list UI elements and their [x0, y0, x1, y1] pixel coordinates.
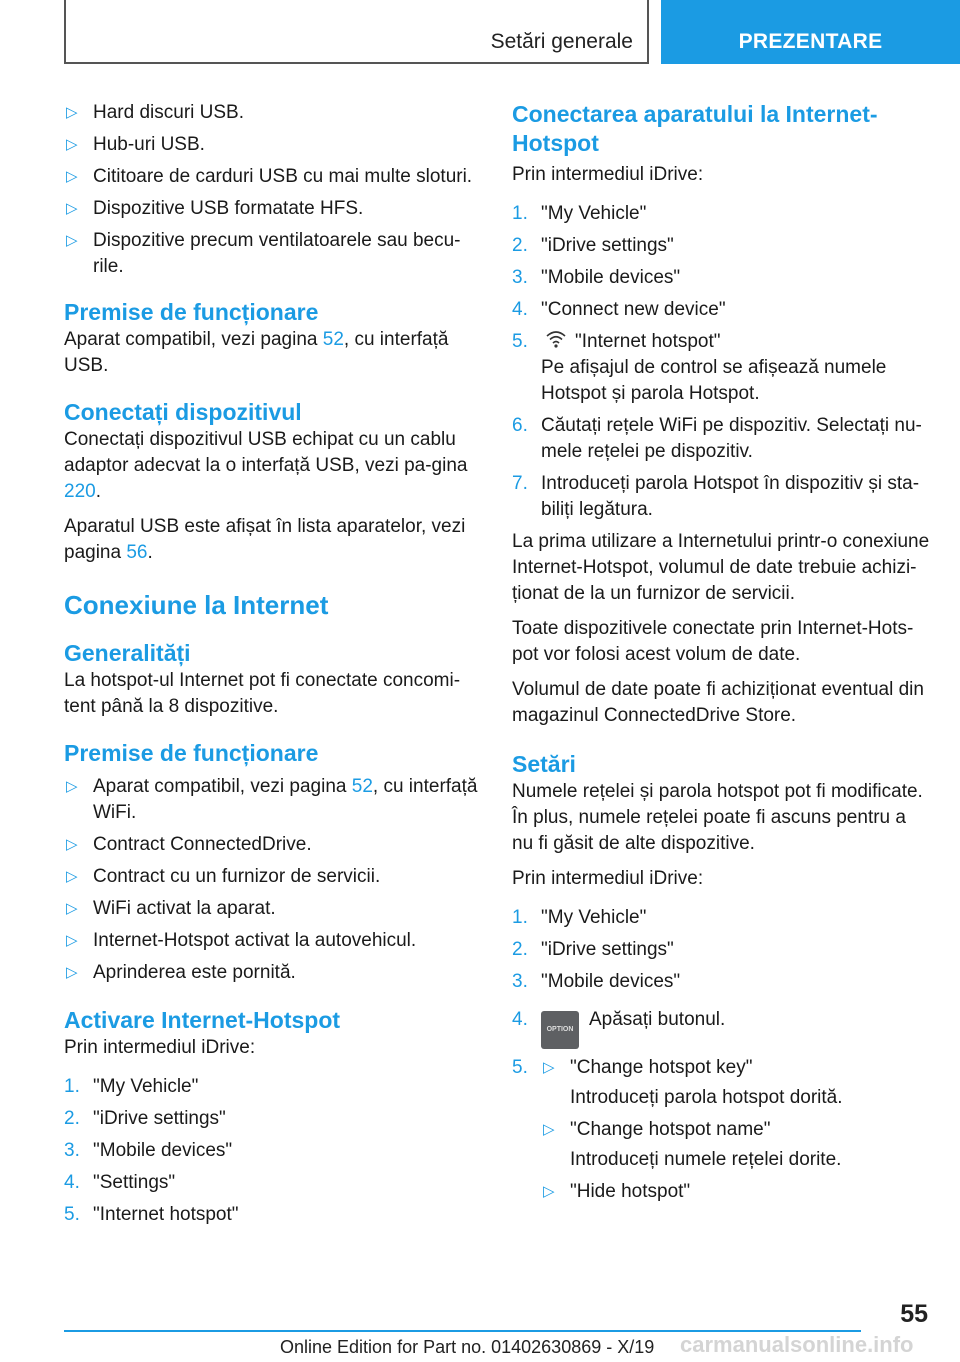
- list-item: ▷ Internet-Hotspot activat la autovehicul.: [64, 928, 479, 954]
- prereq-usb-text: Aparat compatibil, vezi pagina 52, cu interfață USB.: [64, 329, 449, 376]
- watermark: carmanualsonline.info: [680, 1332, 914, 1357]
- triangle-bullet-icon: ▷: [66, 868, 78, 885]
- activate-hotspot-heading: Activare Internet-Hotspot: [64, 1007, 341, 1033]
- triangle-bullet-icon: ▷: [66, 836, 78, 853]
- prereq-wifi-heading: Premise de funcționare: [64, 740, 319, 766]
- list-item: ▷ WiFi activat la aparat.: [64, 896, 479, 922]
- list-item: 4. "Connect new device": [512, 299, 726, 320]
- settings-heading: Setări: [512, 751, 576, 777]
- activate-intro: Prin intermediul iDrive:: [64, 1037, 256, 1058]
- page-link[interactable]: 52: [351, 776, 373, 797]
- list-item: ▷ Contract cu un furnizor de servicii.: [64, 864, 479, 890]
- header-chapter-tab: [661, 0, 960, 64]
- prereq-usb-heading: Premise de funcționare: [64, 299, 319, 325]
- page-link[interactable]: 220: [64, 481, 96, 502]
- list-item: ▷ Aparat compatibil, vezi pagina 52, cu interfață WiFi.: [66, 776, 478, 823]
- settings-text: Numele rețelei și parola hotspot pot fi modificate. În plus, numele rețelei poate fi ascuns pentru a nu fi găsit de alte dispozitive.: [512, 781, 923, 854]
- list-item: ▷ Cititoare de carduri USB cu mai multe sloturi.: [64, 164, 479, 190]
- page-number: 55: [900, 1300, 928, 1328]
- triangle-bullet-icon: ▷: [66, 932, 78, 949]
- settings-intro: Prin intermediul iDrive:: [512, 868, 704, 889]
- list-item: 4. OPTION Apăsați butonul.: [512, 1007, 932, 1049]
- list-item: ▷ Hub-uri USB.: [64, 132, 479, 158]
- list-item: ▷ Dispozitive USB formatate HFS.: [64, 196, 479, 222]
- list-item: ▷ "Change hotspot key": [541, 1055, 932, 1081]
- list-item: 4. "Settings": [64, 1172, 176, 1193]
- paragraph: Toate dispozitivele conectate prin Internet-Hots-pot vor folosi acest volum de date.: [512, 618, 914, 665]
- step-description: Pe afișajul de control se afișează numele Hotspot și parola Hotspot.: [541, 357, 887, 404]
- list-item: 5. "Internet hotspot" Pe afișajul de control se afișează numele Hotspot și parola Hotspot.: [512, 331, 887, 404]
- prereq-wifi-list: [64, 774, 479, 986]
- list-item: 3. "Mobile devices": [64, 1140, 233, 1161]
- usb-device-list: [64, 100, 479, 280]
- right-column: [512, 100, 932, 1211]
- list-item: 1. "My Vehicle": [64, 1076, 199, 1097]
- left-column: [64, 100, 479, 1234]
- wifi-icon: [545, 329, 567, 349]
- triangle-bullet-icon: ▷: [543, 1121, 555, 1138]
- list-item: 3. "Mobile devices": [512, 267, 681, 288]
- list-item: ▷ Contract ConnectedDrive.: [64, 832, 479, 858]
- header-section-box: [64, 0, 649, 64]
- triangle-bullet-icon: ▷: [66, 168, 78, 185]
- list-item: 1. "My Vehicle": [512, 203, 647, 224]
- internet-connection-heading: Conexiune la Internet: [64, 590, 329, 620]
- list-item: 1. "My Vehicle": [512, 907, 647, 928]
- triangle-bullet-icon: ▷: [543, 1059, 555, 1076]
- connect-device-heading: Conectați dispozitivul: [64, 399, 302, 425]
- edition-note: Online Edition for Part no. 01402630869 - X/19: [280, 1337, 655, 1357]
- option-button-icon: OPTION: [541, 1011, 579, 1049]
- connect-device-text: Conectați dispozitivul USB echipat cu un cablu adaptor adecvat la o interfață USB, vezi pa-gina 220.: [64, 429, 468, 502]
- connect-steps: [512, 201, 932, 523]
- paragraph: La prima utilizare a Internetului printr-o conexiune Internet-Hotspot, volumul de date trebuie achizi-ționat de la un furnizor de servicii.: [512, 531, 930, 604]
- triangle-bullet-icon: ▷: [66, 964, 78, 981]
- list-item: 5. "Internet hotspot": [64, 1204, 239, 1225]
- list-item: ▷ Hard discuri USB.: [64, 100, 479, 126]
- list-item: 2. "iDrive settings": [64, 1108, 226, 1129]
- list-item: 2. "iDrive settings": [512, 235, 674, 256]
- device-list-text: Aparatul USB este afișat în lista aparatelor, vezi pagina 56.: [64, 516, 466, 563]
- triangle-bullet-icon: ▷: [66, 900, 78, 917]
- triangle-bullet-icon: ▷: [66, 136, 78, 153]
- page-link[interactable]: 52: [322, 329, 344, 350]
- triangle-bullet-icon: ▷: [66, 104, 78, 121]
- header-chapter-title: PREZENTARE: [738, 30, 883, 53]
- general-text: La hotspot-ul Internet pot fi conectate concomi-tent până la 8 dispozitive.: [64, 670, 461, 717]
- triangle-bullet-icon: ▷: [66, 200, 78, 217]
- paragraph: Volumul de date poate fi achiziționat eventual din magazinul ConnectedDrive Store.: [512, 679, 924, 726]
- activate-steps: [64, 1074, 479, 1228]
- list-item: ▷ Dispozitive precum ventilatoarele sau becu-rile.: [66, 230, 461, 277]
- triangle-bullet-icon: ▷: [66, 778, 78, 795]
- list-item: ▷ Aprinderea este pornită.: [64, 960, 479, 986]
- list-item: 7. Introduceți parola Hotspot în dispozitiv și sta-biliți legătura.: [512, 473, 920, 520]
- triangle-bullet-icon: ▷: [66, 232, 78, 249]
- general-heading: Generalități: [64, 640, 191, 666]
- list-item: 2. "iDrive settings": [512, 939, 674, 960]
- triangle-bullet-icon: ▷: [543, 1183, 555, 1200]
- header-section-title: Setări generale: [490, 30, 633, 53]
- connect-intro: Prin intermediul iDrive:: [512, 164, 704, 185]
- page-link[interactable]: 56: [126, 542, 148, 563]
- list-item: Introduceți numele rețelei dorite.: [570, 1149, 842, 1170]
- connect-device-hotspot-heading: Conectarea aparatului la Internet-Hotspot: [512, 101, 878, 156]
- list-item: Introduceți parola hotspot dorită.: [570, 1087, 843, 1108]
- hotspot-sub-options: [541, 1055, 932, 1205]
- list-item: 6. Căutați rețele WiFi pe dispozitiv. Selectați nu-mele rețelei pe dispozitiv.: [512, 415, 922, 462]
- list-item: 3. "Mobile devices": [512, 971, 681, 992]
- list-item: ▷ "Change hotspot name": [541, 1117, 932, 1143]
- list-item: ▷ "Hide hotspot": [541, 1179, 932, 1205]
- settings-steps: [512, 905, 932, 1205]
- list-item: 5. ▷ "Change hotspot key" Introduceți parola hotspot dorită. ▷ "Change hotspot name" Introduceți numele rețelei dorite. ▷ "Hide hotspot": [512, 1055, 932, 1205]
